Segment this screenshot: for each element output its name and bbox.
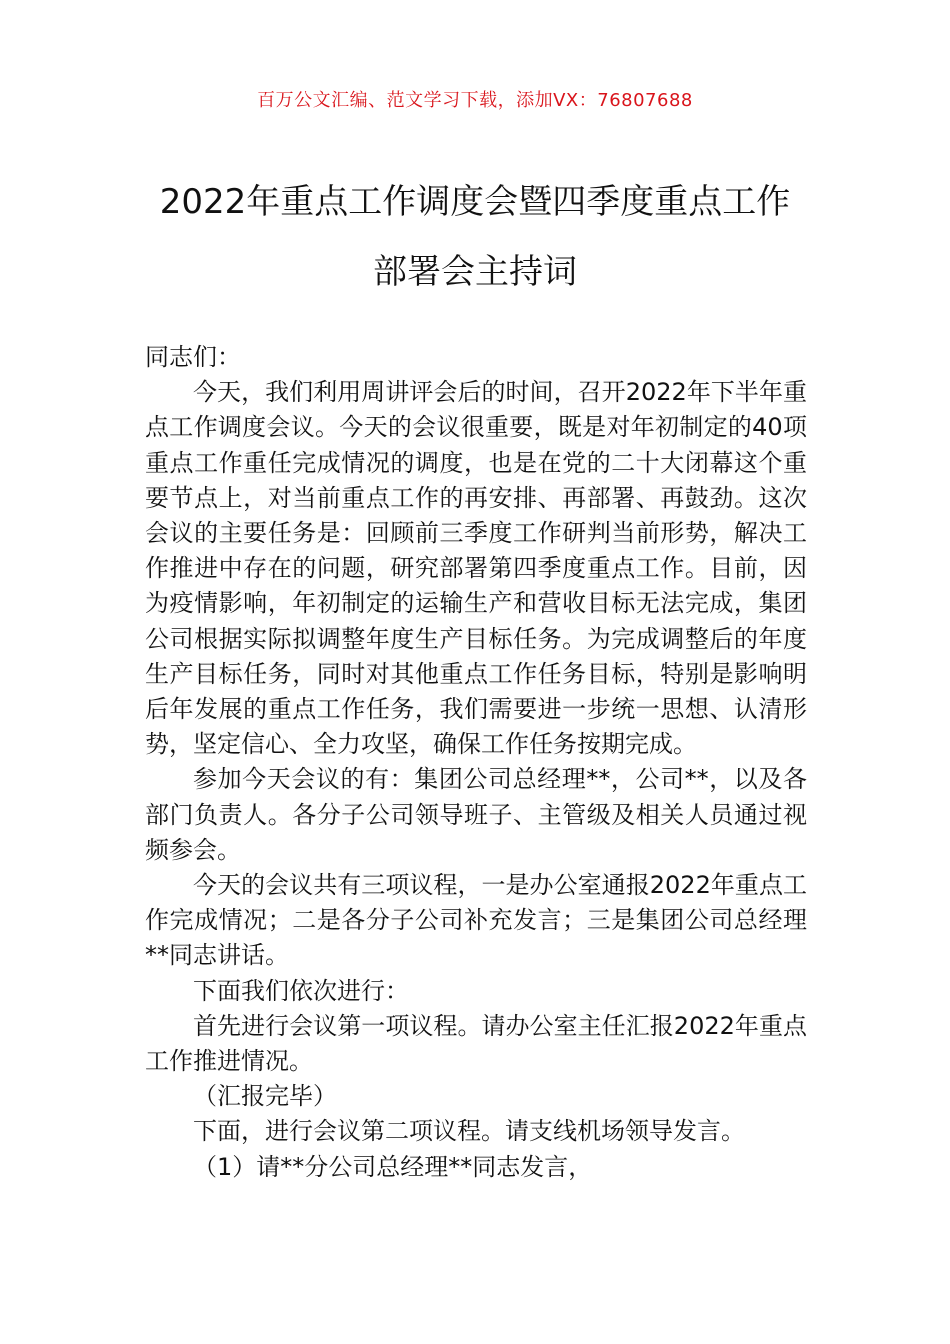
paragraph-report-done: （汇报完毕） [193,1082,337,1111]
paragraph-attendees: 参加今天会议的有：集团公司总经理**，公司**，以及各部门负责人。各分子公司领导班子、主管级及相关人员通过视频参会。 [145,765,807,864]
salutation: 同志们： [145,343,241,371]
paragraph-item-two: 下面，进行会议第二项议程。请支线机场领导发言。 [193,1117,745,1146]
document-title-line-2: 部署会主持词 [373,252,577,292]
paragraph-proceed: 下面我们依次进行： [193,976,409,1005]
paragraph-agenda: 今天的会议共有三项议程，一是办公室通报2022年重点工作完成情况；二是各分子公司补充发言；三是集团公司总经理**同志讲话。 [145,871,807,970]
document-title-line-1: 2022年重点工作调度会暨四季度重点工作 [159,182,791,222]
paragraph-speaker-1: （1）请**分公司总经理**同志发言， [193,1152,593,1181]
paragraph-opening: 今天，我们利用周讲评会后的时间，召开2022年下半年重点工作调度会议。今天的会议很重要，既是对年初制定的40项重点工作重任完成情况的调度，也是在党的二十大闭幕这个重要节点上，对当前重点工作的再安排、再部署、再鼓劲。这次会议的主要任务是：回顾前三季度工作研判当前形势，解决工作推进中存在的问题，研究部署第四季度重点工作。目前，因为疫情影响，年初制定的运输生产和营收目标无法完成，集团公司根据实际拟调整年度生产目标任务。为完成调整后的年度生产目标任务，同时对其他重点工作任务目标，特别是影响明后年发展的重点工作任务，我们需要进一步统一思想、认清形势，坚定信心、全力攻坚，确保工作任务按期完成。 [145,378,807,759]
document-body [145,340,807,1185]
header-watermark-note: 百万公文汇编、范文学习下载，添加VX：76807688 [257,90,693,111]
paragraph-item-one: 首先进行会议第一项议程。请办公室主任汇报2022年重点工作推进情况。 [145,1011,807,1076]
